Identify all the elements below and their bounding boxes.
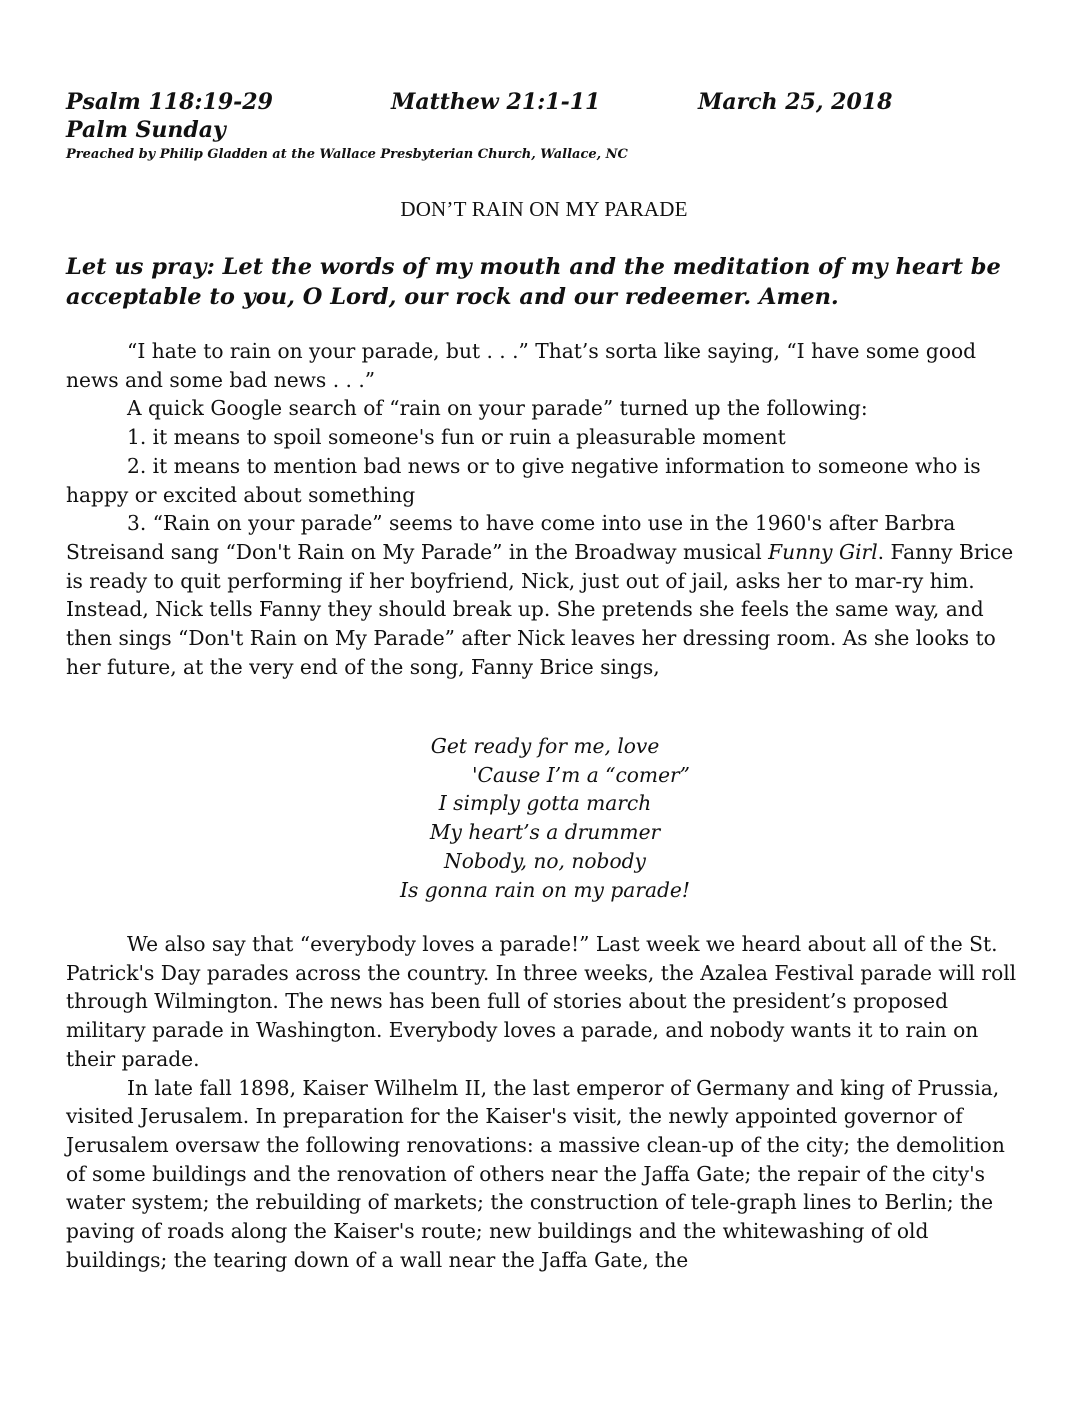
- psalm-reference: Psalm 118:19-29: [66, 89, 273, 115]
- lyric-line: 'Cause I’m a “comer”: [471, 762, 690, 787]
- musical-title: Funny Girl: [768, 539, 878, 564]
- lyric-line: My heart’s a drummer: [429, 820, 661, 845]
- paragraph: In late fall 1898, Kaiser Wilhelm II, the last emperor of Germany and king of Prussia, visited Jerusalem. In preparation for the Kaiser's visit, the newly appointed governor of Jerusalem oversaw the following renovations: a massive clean-up of the city; the demolition of some buildings and the renovation of others near the Jaffa Gate; the repair of the city's water system; the rebuilding of markets; the construction of tele-graph lines to Berlin; the paving of roads along the Kaiser's route; new buildings and the whitewashing of old buildings; the tearing down of a wall near the Jaffa Gate, the: [66, 1075, 1005, 1272]
- sermon-body-part-2: [66, 930, 1024, 1274]
- sermon-body-part-1: [66, 337, 1024, 681]
- lyric-line: Nobody, no, nobody: [444, 848, 646, 873]
- lyric-line: Get ready for me, love: [430, 734, 660, 758]
- sermon-title: DON’T RAIN ON MY PARADE: [400, 197, 688, 221]
- scripture-header: [66, 89, 1026, 117]
- opening-prayer: Let us pray: Let the words of my mouth and the meditation of my heart be acceptable to you, O Lord, our rock and our redeemer. Amen.: [66, 254, 1001, 310]
- list-item: 1. it means to spoil someone's fun or ruin a pleasurable moment: [127, 425, 786, 450]
- list-item: [66, 509, 1024, 681]
- paragraph: A quick Google search of “rain on your parade” turned up the following:: [127, 396, 868, 421]
- occasion: Palm Sunday: [66, 117, 226, 143]
- lyric-line: I simply gotta march: [438, 791, 652, 816]
- sermon-date: March 25, 2018: [698, 89, 893, 115]
- paragraph-text: . Fanny Brice is ready to quit performing if her boyfriend, Nick, just out of jail, asks her to mar-ry him. Instead, Nick tells Fanny they should break up. She pretends she feels the same way, and then sings “Don't Rain on My Parade” after Nick leaves her dressing room. As she looks to her future, at the very end of the song, Fanny Brice sings,: [66, 539, 1014, 679]
- preached-by: Preached by Philip Gladden at the Wallace Presbyterian Church, Wallace, NC: [66, 147, 628, 162]
- gospel-reference: Matthew 21:1-11: [391, 89, 601, 115]
- paragraph-text: 3. “Rain on your parade” seems to have come into use in the 1960's after Barbra Streisand sang “Don't Rain on My Parade” in the Broadway musical: [66, 511, 956, 564]
- song-lyrics: [300, 732, 790, 904]
- paragraph: We also say that “everybody loves a parade!” Last week we heard about all of the St. Patrick's Day parades across the country. In three weeks, the Azalea Festival parade will roll through Wilmington. The news has been full of stories about the president’s proposed military parade in Washington. Everybody loves a parade, and nobody wants it to rain on their parade.: [66, 932, 1017, 1071]
- paragraph: “I hate to rain on your parade, but . . .” That’s sorta like saying, “I have some good news and some bad news . . .”: [66, 339, 977, 392]
- list-item: 2. it means to mention bad news or to give negative information to someone who is happy or excited about something: [66, 453, 981, 507]
- lyric-line: Is gonna rain on my parade!: [399, 877, 690, 902]
